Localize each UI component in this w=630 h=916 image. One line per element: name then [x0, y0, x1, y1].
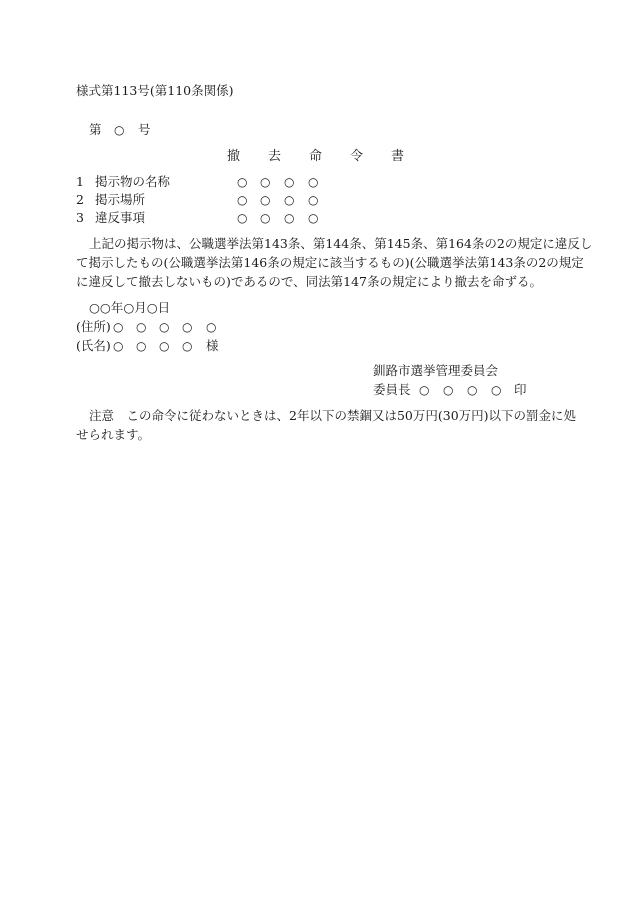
item-label: 掲示物の名称 [95, 174, 171, 189]
address-mark: ○ [136, 320, 147, 334]
name-mark: ○ [182, 339, 193, 353]
name-label: (氏名) [76, 338, 111, 353]
issuer-title: 委員長 [373, 382, 411, 397]
body-line: て掲示したもの(公職選挙法第146条の規定に該当するもの)(公職選挙法第143条の2の規定 [76, 255, 584, 270]
item-value-mark: ○ [237, 193, 248, 207]
title-char: 令 [350, 149, 364, 164]
title-char: 去 [268, 149, 282, 164]
address-mark: ○ [159, 320, 170, 334]
title-char: 命 [309, 149, 323, 164]
issuer-row [0, 384, 630, 398]
name-mark: ○ [136, 339, 147, 353]
issuer-name-mark: ○ [419, 383, 430, 397]
doc-number-value: ○ [114, 123, 125, 137]
issuer-seal: 印 [514, 382, 527, 397]
item-value-mark: ○ [308, 175, 319, 189]
item-row [0, 176, 630, 190]
item-value-mark: ○ [260, 193, 271, 207]
body-line: に違反して撤去しないもの)であるので、同法第147条の規定により撤去を命ずる。 [76, 274, 542, 289]
form-number: 様式第113号(第110条関係) [76, 83, 234, 98]
issuer-name-mark: ○ [467, 383, 478, 397]
item-value-mark: ○ [308, 193, 319, 207]
address-label: (住所) [76, 319, 111, 334]
item-value-mark: ○ [237, 175, 248, 189]
item-number: 1 [76, 174, 84, 189]
doc-number-prefix: 第 [89, 122, 102, 137]
name-mark: ○ [113, 339, 124, 353]
item-value-mark: ○ [284, 193, 295, 207]
title-char: 書 [391, 149, 405, 164]
name-mark: ○ [159, 339, 170, 353]
item-value-mark: ○ [284, 211, 295, 225]
item-value-mark: ○ [284, 175, 295, 189]
body-line: 上記の掲示物は、公職選挙法第143条、第144条、第145条、第164条の2の規定に違反し [89, 236, 593, 251]
issuer-name-mark: ○ [443, 383, 454, 397]
issue-date: ○○年○月○日 [89, 300, 171, 315]
issuer-organization: 釧路市選挙管理委員会 [373, 363, 499, 378]
title-char: 撤 [227, 149, 241, 164]
notice-line: 注意 この命令に従わないときは、2年以下の禁錮又は50万円(30万円)以下の罰金に処 [89, 408, 577, 423]
name-honorific: 様 [206, 338, 219, 353]
item-number: 3 [76, 210, 84, 225]
address-mark: ○ [182, 320, 193, 334]
item-row [0, 194, 630, 208]
item-value-mark: ○ [260, 211, 271, 225]
doc-number-suffix: 号 [138, 122, 151, 137]
item-value-mark: ○ [260, 175, 271, 189]
item-label: 掲示場所 [95, 192, 146, 207]
address-row [0, 321, 630, 335]
item-value-mark: ○ [237, 211, 248, 225]
notice-line: せられます。 [76, 427, 151, 442]
item-number: 2 [76, 192, 84, 207]
item-label: 違反事項 [95, 210, 146, 225]
item-value-mark: ○ [308, 211, 319, 225]
name-row [0, 340, 630, 354]
address-mark: ○ [206, 320, 217, 334]
address-mark: ○ [113, 320, 124, 334]
item-row [0, 212, 630, 226]
issuer-name-mark: ○ [491, 383, 502, 397]
